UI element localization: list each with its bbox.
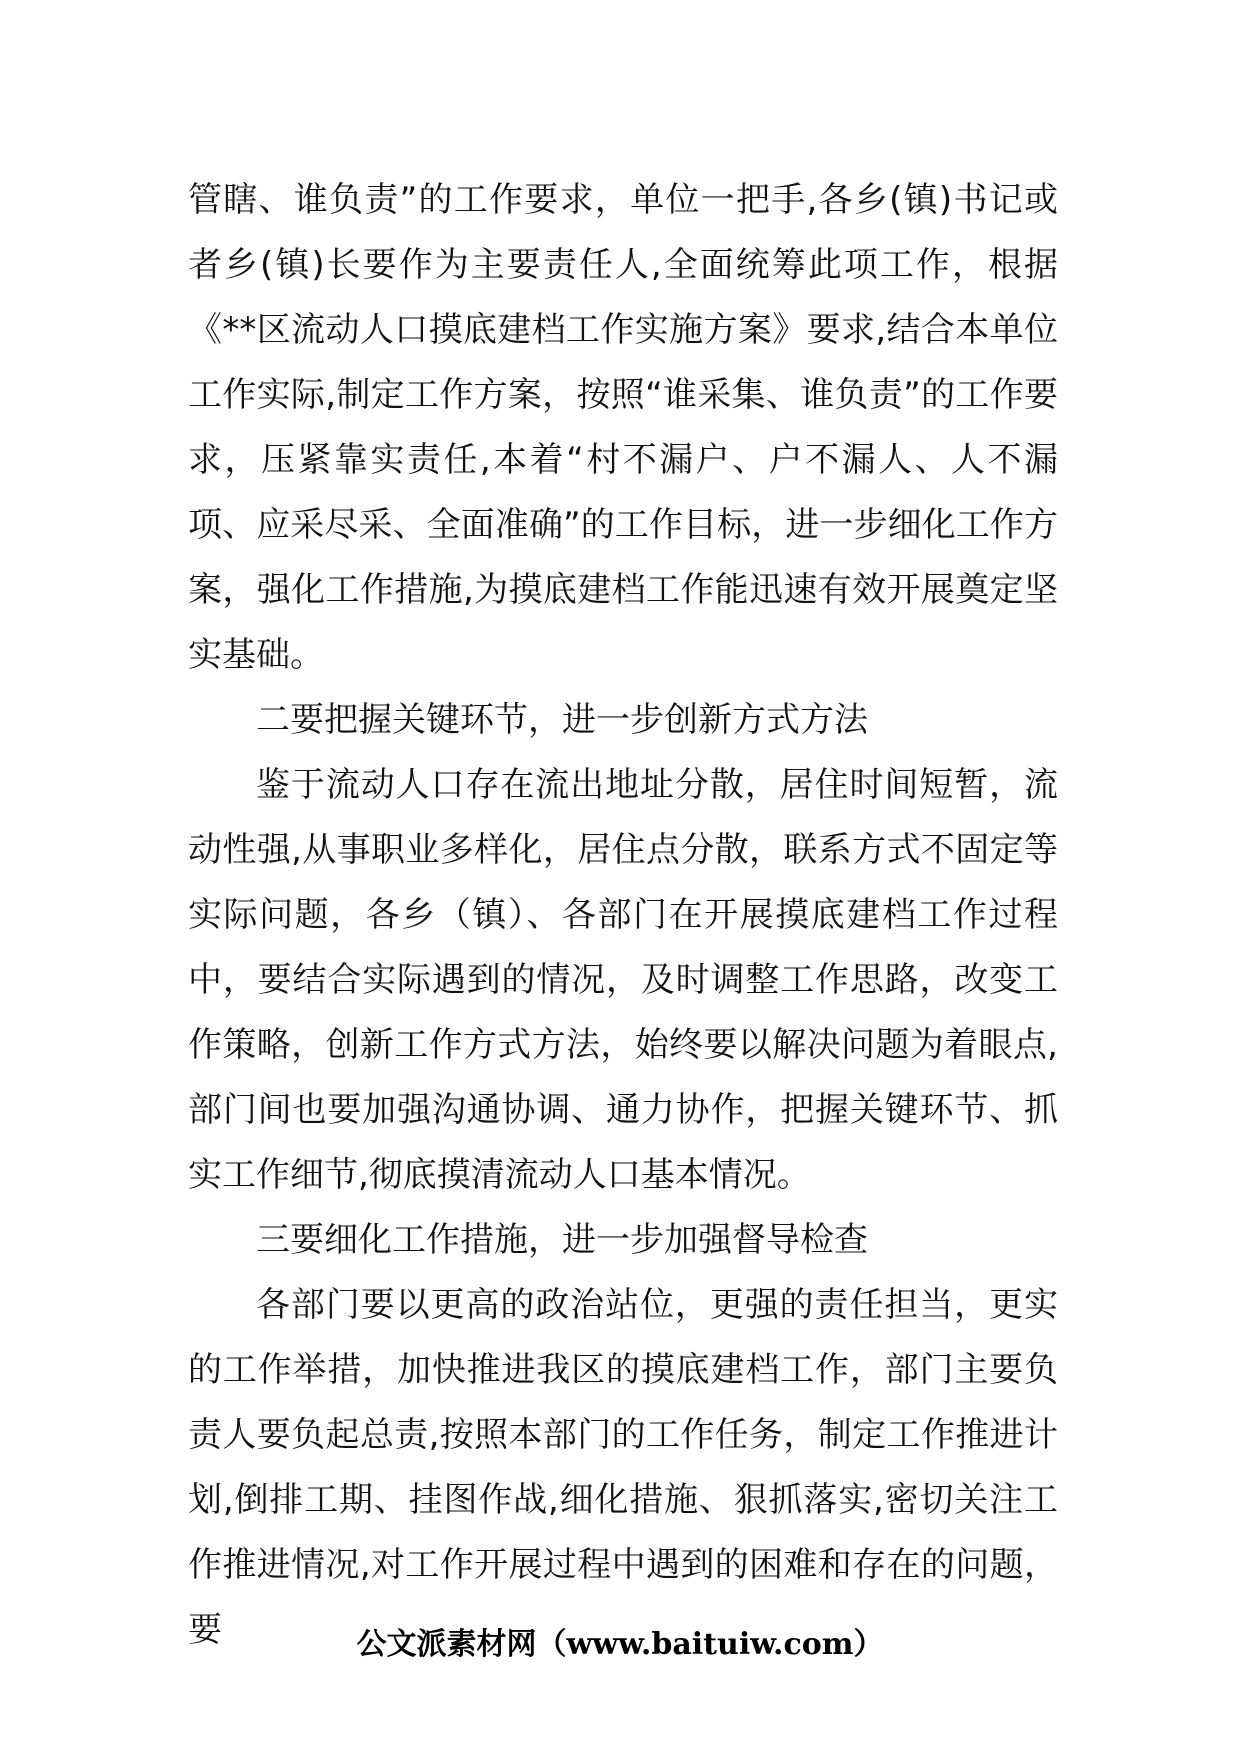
- footer-watermark: 公文派素材网（www.baituiw.com）: [356, 1627, 884, 1662]
- document-body: [188, 168, 1058, 1663]
- paragraph-continued: 管瞎、谁负责”的工作要求，单位一把手,各乡(镇)书记或者乡(镇)长要作为主要责任人,全面统筹此项工作，根据《**区流动人口摸底建档工作实施方案》要求,结合本单位工作实际,制定工作方案，按照“谁采集、谁负责”的工作要求，压紧靠实责任,本着“村不漏户、户不漏人、人不漏项、应采尽采、全面准确”的工作目标，进一步细化工作方案，强化工作措施,为摸底建档工作能迅速有效开展奠定坚实基础。: [188, 180, 1058, 675]
- paragraph-2: 鉴于流动人口存在流出地址分散，居住时间短暂，流动性强,从事职业多样化，居住点分散，联系方式不固定等实际问题，各乡（镇）、各部门在开展摸底建档工作过程中，要结合实际遇到的情况，及时调整工作思路，改变工作策略，创新工作方式方法，始终要以解决问题为着眼点,部门间也要加强沟通协调、通力协作，把握关键环节、抓实工作细节,彻底摸清流动人口基本情况。: [188, 765, 1058, 1195]
- section-heading-2: 二要把握关键环节，进一步创新方式方法: [256, 700, 868, 740]
- paragraph-3: 各部门要以更高的政治站位，更强的责任担当，更实的工作举措，加快推进我区的摸底建档工作，部门主要负责人要负起总责,按照本部门的工作任务，制定工作推进计划,倒排工期、挂图作战,细化措施、狠抓落实,密切关注工作推进情况,对工作开展过程中遇到的困难和存在的问题，要: [188, 1285, 1058, 1650]
- section-heading-3: 三要细化工作措施，进一步加强督导检查: [256, 1220, 868, 1260]
